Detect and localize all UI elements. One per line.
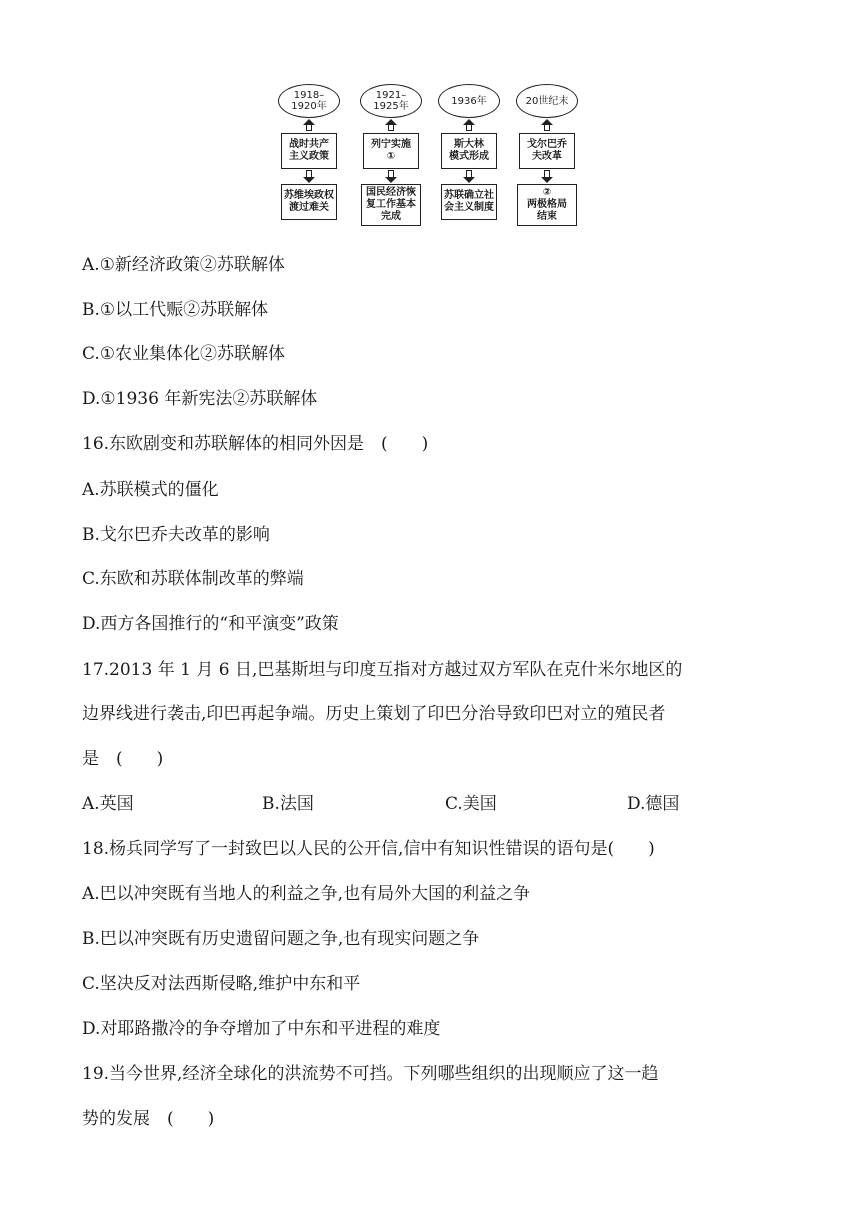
diagram-column-3 [436,84,502,220]
q16-stem: 16.东欧剧变和苏联解体的相同外因是 ( ) [82,434,429,454]
q15-option-b: B.①以工代赈②苏联解体 [82,300,269,320]
q19-stem-line-2: 势的发展 ( ) [82,1109,215,1129]
diagram-column-4 [514,84,580,226]
q17-stem-line-3: 是 ( ) [82,749,164,769]
period-oval: 1918– 1920年 [278,84,340,118]
q16-option-d: D.西方各国推行的“和平演变”政策 [82,614,339,634]
result-box: ② 两极格局 结束 [517,184,577,226]
period-oval: 1921– 1925年 [360,84,422,118]
down-arrow-icon [541,170,553,183]
event-box: 戈尔巴乔 夫改革 [519,133,575,169]
history-flow-diagram [270,84,600,244]
q15-option-a: A.①新经济政策②苏联解体 [82,255,285,275]
q19-stem-line-1: 19.当今世界,经济全球化的洪流势不可挡。下列哪些组织的出现顺应了这一趋 [82,1064,659,1084]
q16-option-a: A.苏联模式的僵化 [82,480,219,500]
q18-option-c: C.坚决反对法西斯侵略,维护中东和平 [82,974,361,994]
q18-option-b: B.巴以冲突既有历史遗留问题之争,也有现实问题之争 [82,929,480,949]
period-oval: 1936年 [438,84,500,118]
result-box: 国民经济恢 复工作基本 完成 [361,184,421,226]
diagram-column-1 [276,84,342,220]
up-arrow-icon [541,119,553,132]
q16-option-c: C.东欧和苏联体制改革的弊端 [82,569,304,589]
diagram-column-2 [358,84,424,226]
q18-option-d: D.对耶路撒冷的争夺增加了中东和平进程的难度 [82,1019,441,1039]
down-arrow-icon [303,170,315,183]
q15-option-d: D.①1936 年新宪法②苏联解体 [82,389,318,409]
down-arrow-icon [463,170,475,183]
down-arrow-icon [385,170,397,183]
up-arrow-icon [303,119,315,132]
event-box: 斯大林 模式形成 [441,133,497,169]
q18-stem: 18.杨兵同学写了一封致巴以人民的公开信,信中有知识性错误的语句是( ) [82,839,655,859]
q17-stem-line-1: 17.2013 年 1 月 6 日,巴基斯坦与印度互指对方越过双方军队在克什米尔地区的 [82,660,683,680]
q17-option-b: B.法国 [262,794,314,814]
q17-option-a: A.英国 [82,794,134,814]
result-box: 苏联确立社 会主义制度 [441,184,497,220]
q15-option-c: C.①农业集体化②苏联解体 [82,344,286,364]
q17-stem-line-2: 边界线进行袭击,印巴再起争端。历史上策划了印巴分治导致印巴对立的殖民者 [82,704,666,724]
q17-option-c: C.美国 [445,794,497,814]
up-arrow-icon [385,119,397,132]
q17-option-d: D.德国 [627,794,680,814]
event-box: 战时共产 主义政策 [281,133,337,169]
result-box: 苏维埃政权 渡过难关 [281,184,337,220]
event-box: 列宁实施 ① [363,133,419,169]
up-arrow-icon [463,119,475,132]
q16-option-b: B.戈尔巴乔夫改革的影响 [82,525,270,545]
period-oval: 20世纪末 [516,84,578,118]
q18-option-a: A.巴以冲突既有当地人的利益之争,也有局外大国的利益之争 [82,884,531,904]
